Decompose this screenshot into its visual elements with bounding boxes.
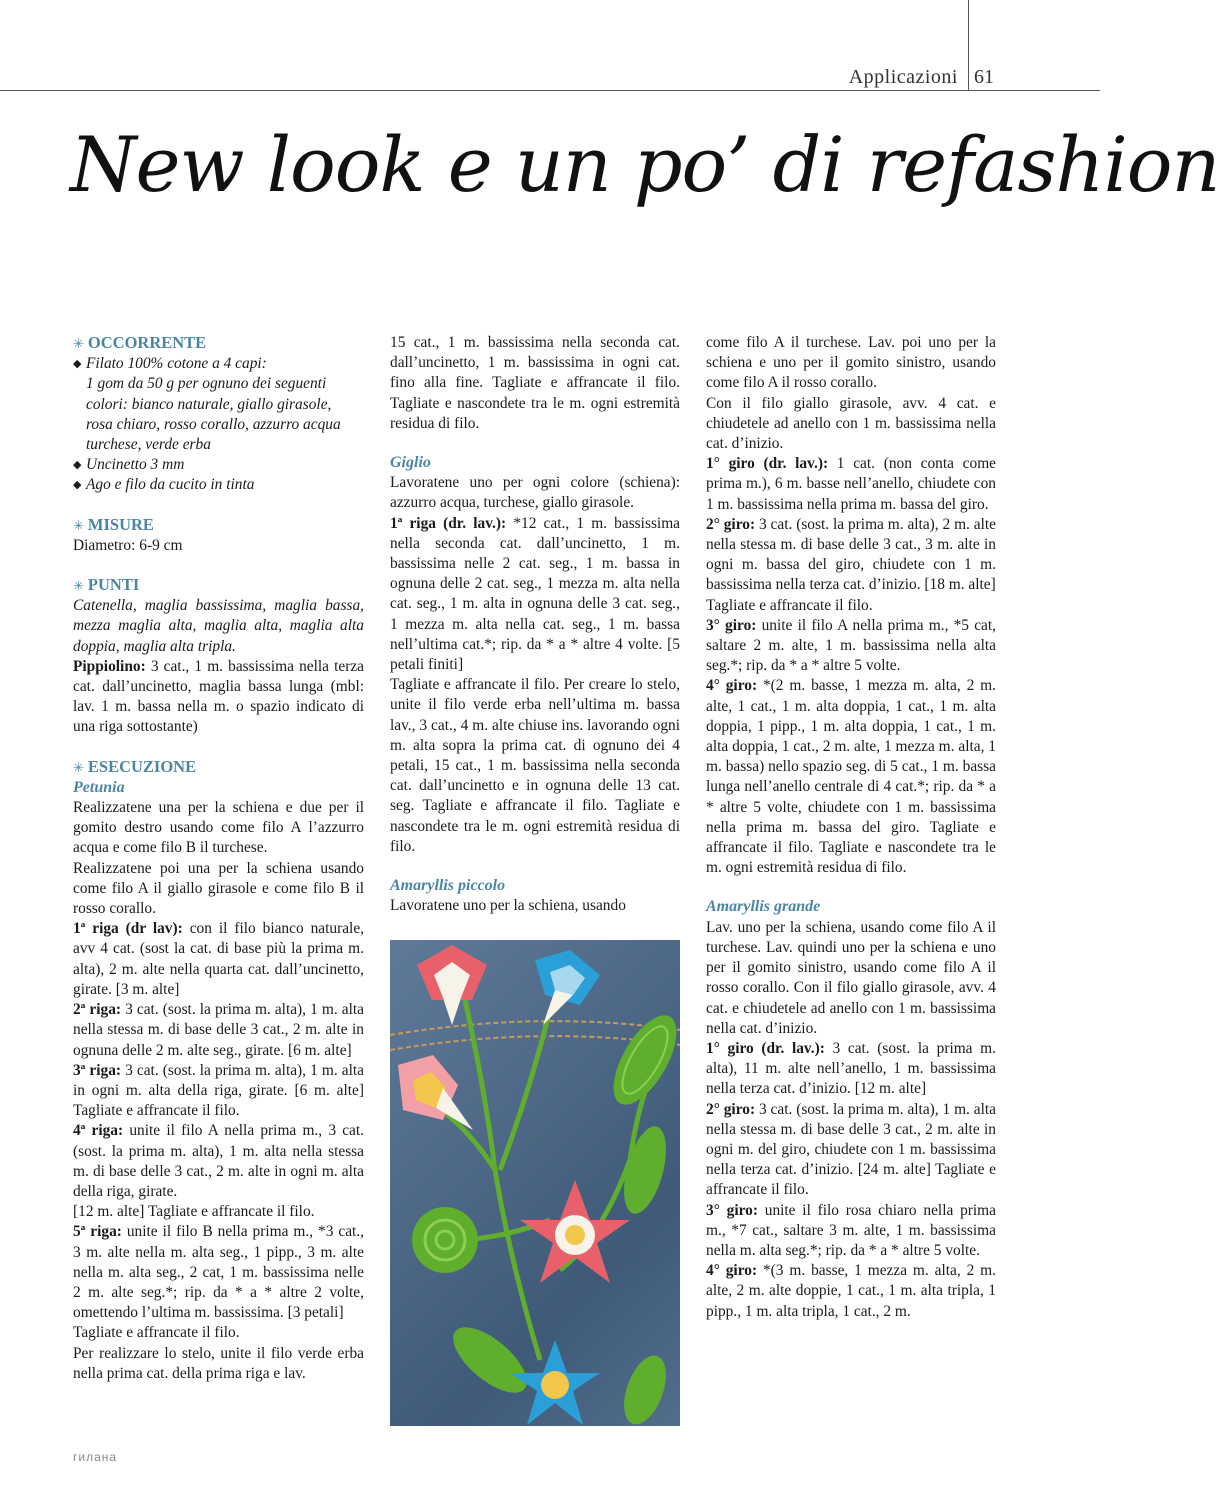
paragraph: Lav. uno per la schiena, usando come filo A il turchese. Lav. quindi uno per la schiena e uno per il gomito sinistro, usando come filo A il rosso corallo. Con il filo giallo girasole, avv. 4 cat. e chiudetele ad anello con 1 m. bassissima nella cat. d’inizio. [706,918,996,1037]
paragraph: Realizzatene poi una per la schiena usando come filo A il giallo girasole e come filo B il rosso corallo. [73,859,364,918]
pippiolino-paragraph: Pippiolino: 3 cat., 1 m. bassissima nella terza cat. dall’uncinetto, maglia bassa lunga (mbl: lav. 1 m. bassa nella m. o spazio indicato di una riga sottostante) [73,657,364,736]
column-1 [73,333,364,1384]
list-item-text: colori: bianco naturale, giallo girasole, [86,395,332,413]
photo-illustration [390,940,680,1426]
stem [500,1010,550,1170]
petunia-pink [398,1055,473,1130]
list-item: ◆ Filato 100% cotone a 4 capi: [73,354,364,374]
list-item-text: 1 gom da 50 g per ognuno dei seguenti [86,375,327,393]
paragraph: Lavoratene uno per la schiena, usando [390,897,626,915]
subheading-petunia: Petunia [73,778,125,796]
instruction-row: 2ª riga: 3 cat. (sost. la prima m. alta), 1 m. alta nella stessa m. di base delle 3 cat., 2 m. alte in ognuna delle 2 m. alte seg., girate. [6 m. alte] [73,1001,365,1059]
leaf [616,1350,674,1430]
list-item-text: turchese, verde erba [86,436,211,454]
header-divider [968,0,969,91]
star-icon: ✳ [73,336,84,351]
header-rule [0,90,1100,91]
diamond-bullet-icon: ◆ [73,459,82,472]
paragraph: Per realizzare lo stelo, unite il filo verde erba nella prima cat. della prima riga e lav. [73,1344,364,1382]
paragraph: come filo A il turchese. Lav. poi uno per la schiena e uno per il gomito sinistro, usando come filo A il rosso corallo. [706,334,996,392]
list-item: ◆ Uncinetto 3 mm [73,455,364,475]
column-2 [390,333,680,916]
instruction-row: 1° giro (dr. lav.): 1 cat. (non conta come prima m.), 6 m. basse nell’anello, chiudete con 1 m. bassissima nella prima m. bassa del giro. [706,455,996,513]
instruction-row: 1° giro (dr. lav.): 3 cat. (sost. la prima m. alta), 11 m. alte nell’anello, 1 m. bassissima nella terza cat. d’inizio. [12 m. alte] [706,1039,996,1098]
punti-text: Catenella, maglia bassissima, maglia bassa, mezza maglia alta, maglia alta, maglia alta doppia, maglia alta tripla. [73,597,364,655]
instruction-row: 2° giro: 3 cat. (sost. la prima m. alta), 1 m. alta nella stessa m. di base delle 3 cat., 2 m. alte in ogni m. del giro, chiudete con 1 m. bassissima nella terza cat. d’inizio. [24 m. alte] Tagliate e affrancate il filo. [706,1100,996,1199]
petunia-coral [417,945,487,1025]
instruction-row: 3° giro: unite il filo A nella prima m., *5 cat, saltare 2 m. alte, 1 m. bassissima nella alta seg.*; rip. da * a * altre 5 volte. [706,616,996,675]
subheading-giglio: Giglio [390,454,431,472]
page-title: New look e un po’ di refashion [70,120,1219,209]
list-item-text: rosa chiaro, rosso corallo, azzurro acqua [86,415,341,433]
instruction-row: 1ª riga (dr lav): con il filo bianco naturale, avv 4 cat. (sost la cat. di base più la prima m. alta), 2 m. alte nella quarta cat. dall’uncinetto, girate. [3 m. alte] [73,920,364,998]
crochet-flowers-photo [390,940,680,1426]
instruction-row: 4° giro: *(3 m. basse, 1 mezza m. alta, 2 m. alte, 2 m. alte doppie, 1 cat., 1 m. alta tripla, 1 pipp., 1 m. alta tripla, 1 cat., 2 m. [706,1262,996,1320]
diamond-bullet-icon: ◆ [73,479,82,492]
page-number: 61 [974,66,994,88]
diamond-bullet-icon: ◆ [73,358,82,371]
denim-seam [390,1021,680,1035]
heading-esecuzione: ✳ ESECUZIONE [73,756,197,776]
paragraph: Con il filo giallo girasole, avv. 4 cat. e chiudetele ad anello con 1 m. bassissima nella cat. d’inizio. [706,394,996,453]
instruction-row: 3ª riga: 3 cat. (sost. la prima m. alta), 1 m. alta in ogni m. alta della riga, girate. [6 m. alte] Tagliate e affrancate il filo. [73,1061,365,1120]
star-icon: ✳ [73,578,84,594]
leaf [443,1316,538,1404]
paragraph: Tagliate e affrancate il filo. [706,596,873,614]
footer-watermark: гилана [73,1450,118,1464]
paragraph: 15 cat., 1 m. bassissima nella seconda cat. dall’uncinetto, 1 m. bassissima in ogni cat. fino alla fine. Tagliate e affrancate il filo. Tagliate e nascondete tra le m. ogni estremità residua di filo. [390,334,680,432]
heading-misure: ✳ MISURE [73,514,154,534]
leaf-spiral [412,1207,478,1273]
instruction-row: 4° giro: *(2 m. basse, 1 mezza m. alta, 2 m. alte, 1 cat., 1 m. alta doppia, 1 cat., 1 m. alta doppia, 1 pipp., 1 m. alta doppia, 1 cat., 1 m. alta doppia, 1 cat., 2 m. alte, 1 mezza m. alta, 1 m. bassa) nello spazio seg. di 5 cat., 1 m. bassa lunga nell’anello centrale di 4 cat.*; rip. da * a * altre 5 volte, chiudete con 1 m. bassissima nella prima m. bassa del giro. Tagliate e affrancate il filo. Tagliate e nascondete tra le m. ogni estremità residua di filo. [706,677,996,877]
paragraph: [12 m. alte] Tagliate e affrancate il filo. [73,1203,315,1221]
paragraph: Tagliate e affrancate il filo. Per creare lo stelo, unite il filo verde erba nell’ultima m. bassa lav., 3 cat., 4 m. alte chiuse ins. lavorando ogni m. alta sopra la prima cat. di ognuno dei 4 petali, 15 cat., 1 m. bassissima nella seconda cat. dall’uncinetto e in ognuna delle 13 cat. seg. Tagliate e affrancate il filo. Tagliate e nascondete tra le m. ogni estremità residua di filo. [390,676,680,855]
star-icon: ✳ [73,517,84,533]
instruction-row: 5ª riga: unite il filo B nella prima m., *3 cat., 3 m. alte nella m. alta seg., 1 pipp., 3 m. alte nella m. alta seg., 2 cat, 1 m. bassissima nelle 2 m. alte seg.*; rip. da * a * altre 2 volte, omettendo l’ultima m. bassissima. [3 petali] [73,1223,365,1322]
misure-text: Diametro: 6-9 cm [73,536,183,554]
paragraph: Lavoratene uno per ogni colore (schiena): azzurro acqua, turchese, giallo girasole. [390,474,680,512]
section-label: Applicazioni [848,66,958,88]
list-item: ◆ Ago e filo da cucito in tinta [73,475,364,495]
subheading-amaryllis-piccolo: Amaryllis piccolo [390,877,506,895]
instruction-row: 1ª riga (dr. lav.): *12 cat., 1 m. bassissima nella seconda cat. dall’uncinetto, 1 m. bassissima nelle 2 cat. seg., 1 m. bassa in ognuna delle 2 cat. seg., 1 mezza m. alta nella cat. seg., 1 m. alta in ognuna delle 3 cat. seg., 1 mezza m. alta nella cat. seg., 1 m. bassa nell’ultima cat.*; rip. da * a * altre 4 volte. [5 petali finiti] [390,514,681,674]
petunia-turquoise [535,950,600,1025]
instruction-row: 3° giro: unite il filo rosa chiaro nella prima m., *7 cat., saltare 3 m. alte, 1 m. bassissima nella m. alta seg.*; rip. da * a * altre 5 volte. [706,1201,996,1259]
star-icon: ✳ [73,759,84,775]
instruction-row: 4ª riga: unite il filo A nella prima m., 3 cat. (sost. la prima m. alta), 1 m. alta nella stessa m. di base delle 3 cat., 2 m. alte in ogni m. alta della riga, girate. [73,1122,365,1200]
heading-occorrente: ✳ OCCORRENTE [73,333,207,352]
instruction-row: 2° giro: 3 cat. (sost. la prima m. alta), 2 m. alte nella stessa m. di base delle 3 cat., 3 m. alte in ogni m. bassa del giro, chiudete con 1 m. bassissima nella terza cat. d’inizio. [18 m. alte] [706,515,996,594]
paragraph: Realizzatene una per la schiena e due per il gomito destro usando come filo A l’azzurro acqua e come filo B il turchese. [73,799,364,857]
stem [465,1000,540,1360]
column-3 [706,333,996,1322]
paragraph: Tagliate e affrancate il filo. [73,1324,240,1342]
subheading-amaryllis-grande: Amaryllis grande [706,898,821,916]
heading-punti: ✳ PUNTI [73,575,140,595]
